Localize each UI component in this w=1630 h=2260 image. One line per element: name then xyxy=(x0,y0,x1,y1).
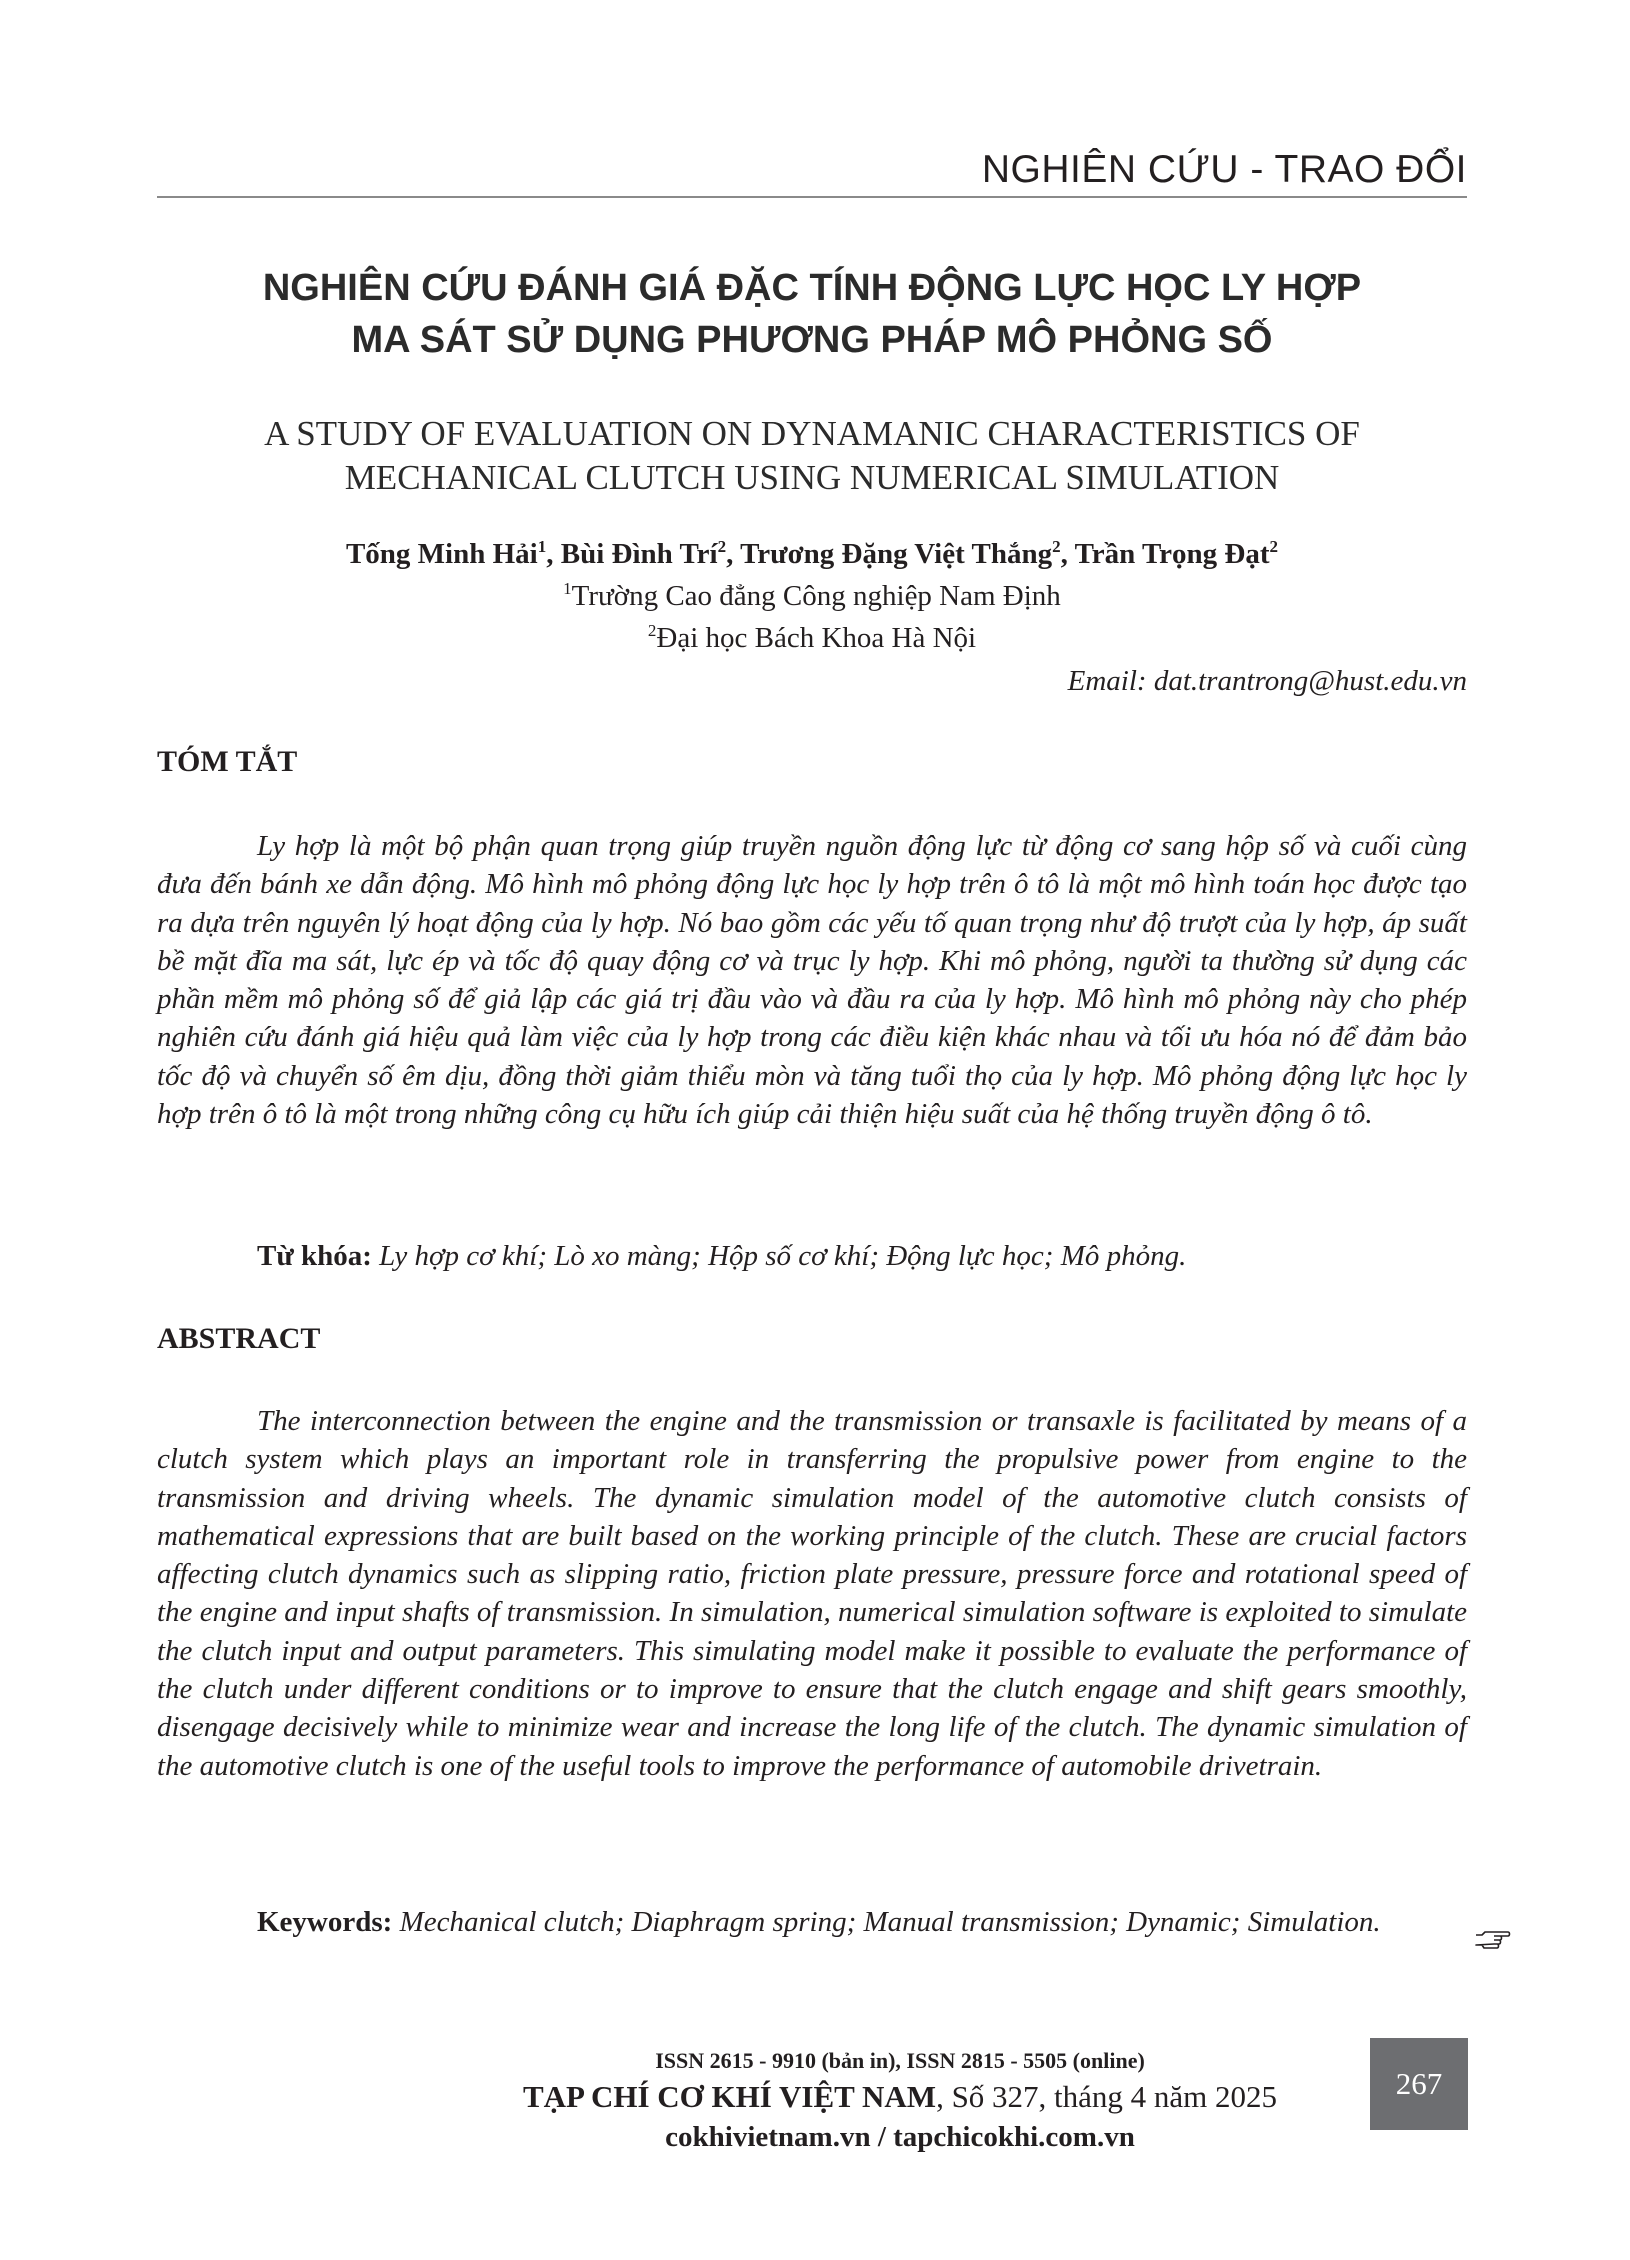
title-vi-line-1: NGHIÊN CỨU ĐÁNH GIÁ ĐẶC TÍNH ĐỘNG LỰC HỌC LY HỢP xyxy=(262,267,1362,309)
title-en-line-2: MECHANICAL CLUTCH USING NUMERICAL SIMULATION xyxy=(344,458,1280,497)
page-number: 267 xyxy=(1370,2038,1468,2130)
author-affil-mark: 2 xyxy=(1052,537,1061,556)
journal-websites: cokhivietnam.vn / tapchicokhi.com.vn xyxy=(665,2121,1135,2153)
affil-mark: 1 xyxy=(563,579,572,598)
author-list: Tống Minh Hải$^1$, Bùi Đình Trí$^2$, Trương Đặng Việt Thắng$^2$, Trần Trọng Đạt$^2$ xyxy=(345,537,1279,570)
issue-info: , Số 327, tháng 4 năm 2025 xyxy=(936,2079,1278,2114)
abstract-keywords xyxy=(157,1903,1467,1941)
abstract-body: The interconnection between the engine and the transmission or transaxle is facilitated by means of a clutch system which plays an important role in transferring the propulsive power from engine to the transmission and driving wheels. The dynamic simulation model of the automotive clutch consists of mathematical expressions that are built based on the working principle of the clutch. These are crucial factors affecting clutch dynamics such as slipping ratio, friction plate pressure, pressure force and rotational speed of the engine and input shafts of transmission. In simulation, numerical simulation software is exploited to simulate the clutch input and output parameters. This simulating model make it possible to evaluate the performance of the clutch under different conditions or to improve to ensure that the clutch engage and shift gears smoothly, disengage decisively while to minimize wear and increase the long life of the clutch. The dynamic simulation of the automotive clutch is one of the useful tools to improve the performance of automobile drivetrain. xyxy=(157,1405,1467,1782)
title-en-line-1: A STUDY OF EVALUATION ON DYNAMANIC CHARACTERISTICS OF xyxy=(264,414,1360,453)
keywords-label: Keywords: xyxy=(257,1906,393,1938)
author-affil-mark: 2 xyxy=(717,537,727,556)
journal-footer xyxy=(440,2046,1360,2156)
tomtat-heading: TÓM TẮT xyxy=(157,745,298,778)
affil-mark: 2 xyxy=(647,621,657,640)
affiliation-2 xyxy=(157,619,1467,657)
tomtat-keywords xyxy=(157,1237,1467,1275)
keywords-text: Ly hợp cơ khí; Lò xo màng; Hộp số cơ khí; Động lực học; Mô phỏng. xyxy=(379,1240,1187,1272)
author-affil-mark: 2 xyxy=(1269,537,1279,556)
author-affil-mark: 1 xyxy=(537,537,547,556)
keywords-text: Mechanical clutch; Diaphragm spring; Manual transmission; Dynamic; Simulation. xyxy=(399,1906,1381,1938)
author-name: Bùi Đình Trí xyxy=(560,538,718,570)
abstract-heading: ABSTRACT xyxy=(157,1322,321,1355)
keywords-label: Từ khóa: xyxy=(257,1240,372,1272)
title-vi-line-2: MA SÁT SỬ DỤNG PHƯƠNG PHÁP MÔ PHỎNG SỐ xyxy=(351,319,1273,361)
journal-line xyxy=(440,2076,1360,2118)
author-name: Trương Đặng Việt Thắng xyxy=(740,538,1053,570)
header-divider xyxy=(157,196,1467,198)
article-title-en xyxy=(157,412,1467,500)
article-title-vi xyxy=(157,262,1467,366)
affil-text: Đại học Bách Khoa Hà Nội xyxy=(656,622,977,654)
journal-name: TẠP CHÍ CƠ KHÍ VIỆT NAM xyxy=(522,2079,937,2114)
section-label: NGHIÊN CỨU - TRAO ĐỔI xyxy=(981,148,1467,191)
tomtat-body: Ly hợp là một bộ phận quan trọng giúp truyền nguồn động lực từ động cơ sang hộp số và cuối cùng đưa đến bánh xe dẫn động. Mô hình mô phỏng động lực học ly hợp trên ô tô là một mô hình toán học được tạo ra dựa trên nguyên lý hoạt động của ly hợp. Nó bao gồm các yếu tố quan trọng như độ trượt của ly hợp, áp suất bề mặt đĩa ma sát, lực ép và tốc độ quay động cơ và trục ly hợp. Khi mô phỏng, người ta thường sử dụng các phần mềm mô phỏng số để giả lập các giá trị đầu vào và đầu ra của ly hợp. Mô hình mô phỏng này cho phép nghiên cứu đánh giá hiệu quả làm việc của ly hợp trong các điều kiện khác nhau và tối ưu hóa nó để đảm bảo tốc độ và chuyển số êm dịu, đồng thời giảm thiểu mòn và tăng tuổi thọ của ly hợp. Mô phỏng động lực học ly hợp trên ô tô là một trong những công cụ hữu ích giúp cải thiện hiệu suất của hệ thống truyền động ô tô. xyxy=(157,830,1467,1131)
affil-text: Trường Cao đẳng Công nghiệp Nam Định xyxy=(571,580,1061,612)
issn-line: ISSN 2615 - 9910 (bản in), ISSN 2815 - 5505 (online) xyxy=(655,2048,1145,2073)
author-name: Tống Minh Hải xyxy=(345,538,538,570)
affiliation-1 xyxy=(157,577,1467,615)
pointing-hand-icon xyxy=(1474,1928,1512,1952)
author-name: Trần Trọng Đạt xyxy=(1074,538,1270,570)
contact-email: Email: dat.trantrong@hust.edu.vn xyxy=(1067,665,1467,697)
